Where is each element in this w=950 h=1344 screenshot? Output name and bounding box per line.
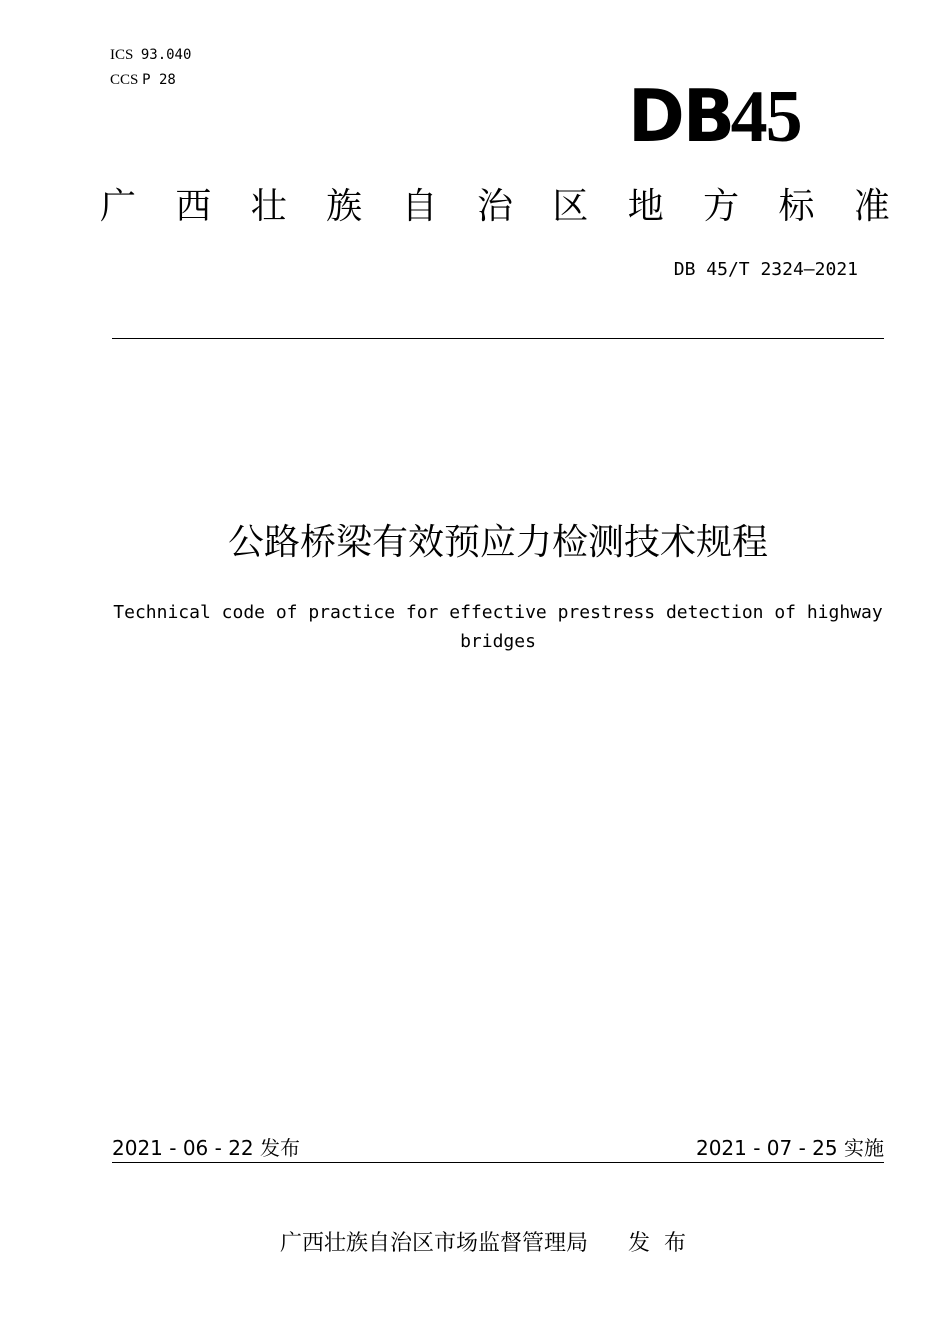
heading-char: 标 — [778, 186, 815, 227]
logo-number: 45 — [730, 76, 801, 158]
bottom-divider — [112, 1162, 884, 1163]
heading-char: 准 — [853, 186, 890, 227]
document-title-cn: 公路桥梁有效预应力检测技术规程 — [227, 522, 768, 563]
heading-char: 壮 — [250, 186, 287, 227]
heading-char: 方 — [703, 186, 740, 227]
heading-char: 广 — [100, 186, 137, 227]
heading-char: 治 — [476, 186, 513, 227]
issue-date: 2021 - 06 - 22 发布 — [112, 1136, 301, 1160]
ics-label: ICS — [110, 47, 134, 63]
en-title-line-2: bridges — [460, 631, 536, 652]
heading-char: 地 — [627, 186, 664, 227]
heading-char: 区 — [552, 186, 589, 227]
en-title-line-1: Technical code of practice for effective prestress detection of highway — [113, 602, 883, 623]
heading-char: 西 — [175, 186, 212, 227]
document-title-en — [100, 598, 896, 656]
ccs-label: CCS — [110, 72, 139, 88]
ccs-value: P 28 — [142, 72, 176, 88]
db45-logo — [628, 74, 843, 158]
standard-type-heading — [100, 182, 890, 232]
standard-code: DB 45/T 2324—2021 — [673, 259, 858, 280]
issuer-action: 发布 — [628, 1231, 701, 1256]
ics-value: 93.040 — [140, 47, 192, 63]
issuer-name: 广西壮族自治区市场监督管理局 — [280, 1231, 589, 1256]
ics-code — [110, 47, 191, 64]
issuer-line — [280, 1226, 700, 1257]
heading-char: 族 — [326, 186, 363, 227]
implementation-date: 2021 - 07 - 25 实施 — [695, 1136, 884, 1160]
heading-char: 自 — [401, 186, 438, 227]
top-divider — [112, 338, 884, 339]
logo-letters: DB — [628, 74, 734, 158]
ccs-code — [110, 72, 176, 89]
